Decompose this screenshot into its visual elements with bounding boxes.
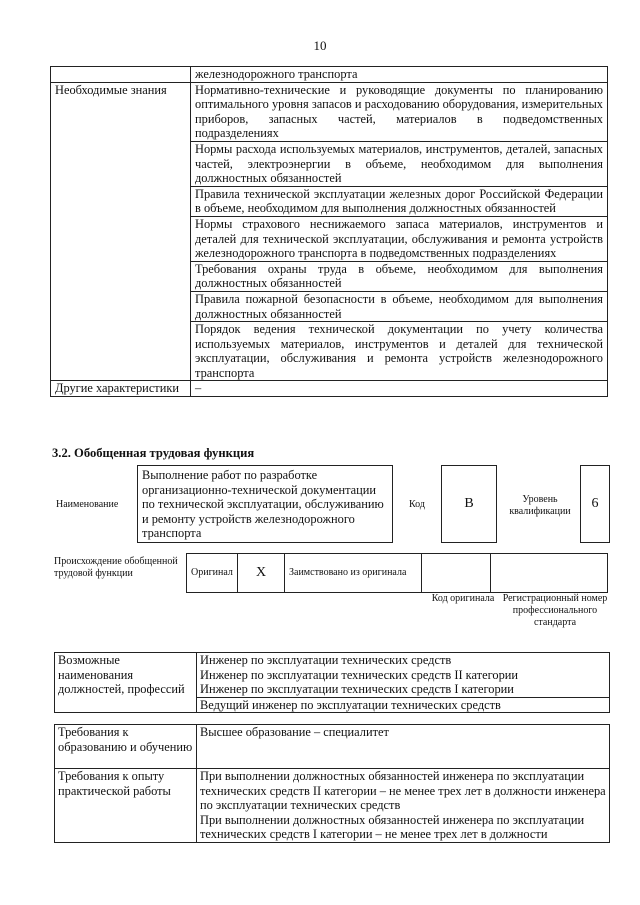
position-item: Инженер по эксплуатации технических средств II категории bbox=[200, 667, 519, 682]
table-cell: железнодорожного транспорта bbox=[191, 67, 608, 83]
table-row bbox=[55, 769, 610, 843]
row-label bbox=[51, 67, 191, 83]
borrowed-label: Заимствовано из оригинала bbox=[285, 554, 422, 593]
origin-table bbox=[186, 553, 608, 593]
position-item: Ведущий инженер по эксплуатации технических средств bbox=[197, 697, 609, 713]
function-name: Выполнение работ по разработке организационно-технической документации по технической эксплуатации, обслуживанию и ремонту устройств железнодорожного транспорта bbox=[137, 465, 393, 543]
education-label: Требования к образованию и обучению bbox=[55, 725, 197, 769]
level-label: Уровень квалификации bbox=[509, 494, 571, 517]
table-row bbox=[55, 653, 610, 713]
reg-number-note: Регистрационный номер профессионального стандарта bbox=[502, 593, 608, 628]
table-row bbox=[51, 67, 608, 83]
table-row bbox=[51, 82, 608, 141]
table-cell: Требования охраны труда в объеме, необходимом для выполнения должностных обязанностей bbox=[191, 261, 608, 291]
page-number: 10 bbox=[313, 38, 327, 53]
code-value: B bbox=[441, 465, 497, 543]
section-title: 3.2. Обобщенная трудовая функция bbox=[52, 446, 255, 460]
origin-label: Происхождение обобщенной трудовой функции bbox=[54, 556, 178, 579]
knowledge-table bbox=[50, 66, 608, 397]
experience-label: Требования к опыту практической работы bbox=[55, 769, 197, 843]
table-cell: Правила технической эксплуатации железных дорог Российской Федерации в объеме, необходимом для выполнения должностных обязанностей bbox=[191, 186, 608, 216]
experience-cell bbox=[197, 769, 610, 843]
original-label: Оригинал bbox=[187, 554, 238, 593]
table-cell: Нормативно-технические и руководящие документы по планированию оптимального уровня запасов и расходованию оборудования, измерительных приборов, запасных частей, материалов в подведомственных подразделениях bbox=[191, 82, 608, 141]
name-label: Наименование bbox=[56, 499, 119, 510]
experience-item: При выполнении должностных обязанностей инженера по эксплуатации технических средств II категории – не менее трех лет в должности инженера по эксплуатации технических средств bbox=[200, 769, 606, 813]
code-original-cell bbox=[422, 554, 491, 593]
reg-number-cell bbox=[491, 554, 608, 593]
table-row bbox=[51, 381, 608, 397]
level-value: 6 bbox=[580, 465, 610, 543]
table-cell: Правила пожарной безопасности в объеме, необходимом для выполнения должностных обязанностей bbox=[191, 291, 608, 321]
table-cell: – bbox=[191, 381, 608, 397]
code-original-note: Код оригинала bbox=[431, 593, 495, 604]
requirements-table bbox=[54, 724, 610, 843]
row-label-knowledge: Необходимые знания bbox=[51, 82, 191, 381]
position-item: Инженер по эксплуатации технических средств I категории bbox=[200, 682, 514, 697]
positions-label: Возможные наименования должностей, профессий bbox=[55, 653, 197, 713]
experience-item: При выполнении должностных обязанностей инженера по эксплуатации технических средств I категории – не менее трех лет в должности bbox=[200, 812, 585, 842]
code-label: Код bbox=[409, 499, 425, 510]
row-label-other: Другие характеристики bbox=[51, 381, 191, 397]
position-item: Инженер по эксплуатации технических средств bbox=[200, 653, 452, 667]
original-mark: X bbox=[238, 554, 285, 593]
education-value: Высшее образование – специалитет bbox=[197, 725, 610, 769]
table-cell: Нормы страхового неснижаемого запаса материалов, инструментов и деталей для технической эксплуатации, обслуживания и ремонта устройств железнодорожного транспорта в подведомственных подразделениях bbox=[191, 216, 608, 261]
table-cell: Порядок ведения технической документации по учету количества используемых материалов, инструментов и деталей для технической эксплуатации, обслуживания и ремонта устройств железнодорожного транспорта bbox=[191, 322, 608, 381]
positions-cell bbox=[197, 653, 610, 713]
positions-table bbox=[54, 652, 610, 713]
table-cell: Нормы расхода используемых материалов, инструментов, деталей, запасных частей, электроэнергии в объеме, необходимом для выполнения должностных обязанностей bbox=[191, 141, 608, 186]
table-row bbox=[55, 725, 610, 769]
